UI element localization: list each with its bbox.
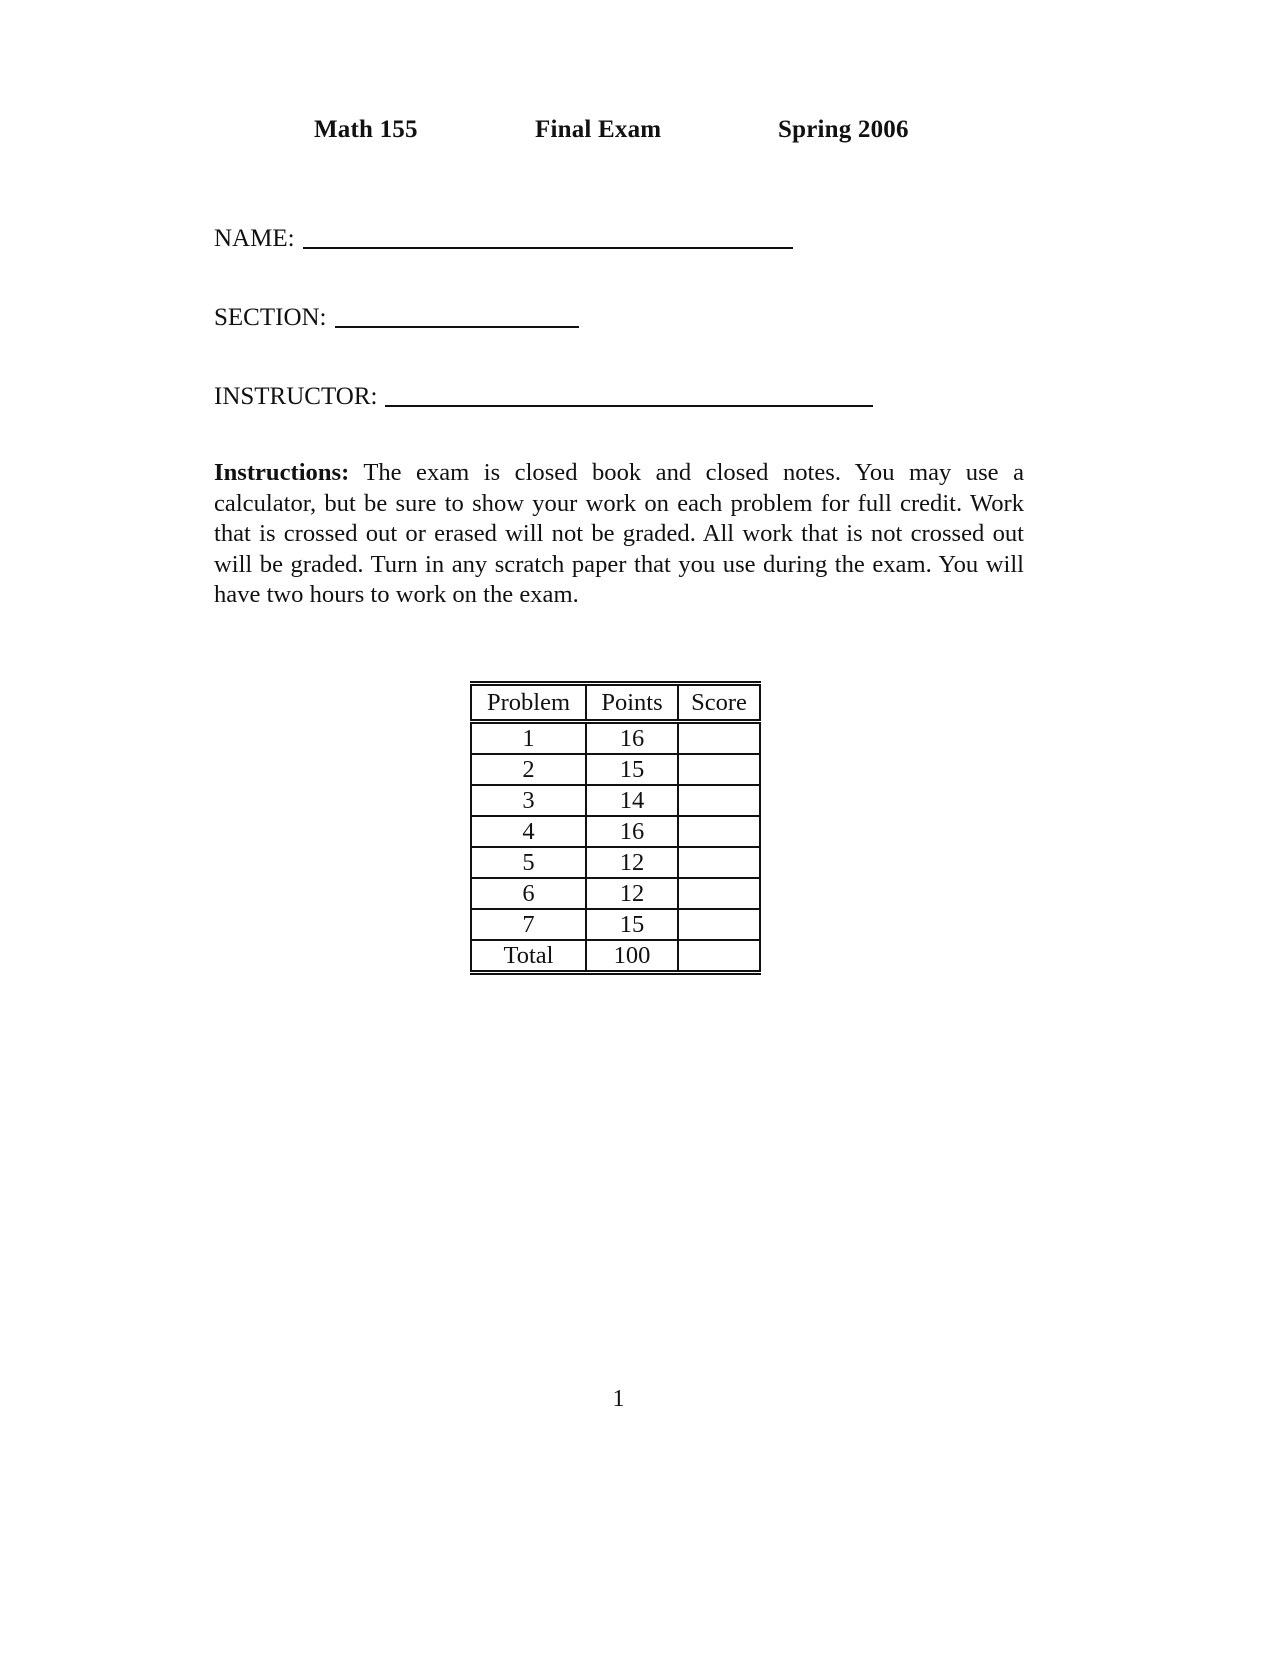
problem-cell: 3 [471, 785, 586, 816]
section-label: SECTION: [214, 304, 327, 331]
points-cell: 16 [586, 722, 678, 755]
instructions-lead: Instructions: [214, 459, 350, 486]
table-row [471, 722, 760, 755]
instructions-paragraph [214, 458, 1024, 611]
points-cell: 12 [586, 878, 678, 909]
problem-cell: 2 [471, 754, 586, 785]
score-cell[interactable] [678, 878, 760, 909]
header-problem: Problem [471, 684, 586, 722]
term-title: Spring 2006 [778, 116, 909, 143]
page-number: 1 [612, 1386, 625, 1412]
points-cell: 16 [586, 816, 678, 847]
score-cell[interactable] [678, 785, 760, 816]
problem-cell: 1 [471, 722, 586, 755]
points-cell: 14 [586, 785, 678, 816]
problem-cell: 6 [471, 878, 586, 909]
table-row [471, 909, 760, 940]
score-cell[interactable] [678, 722, 760, 755]
score-cell[interactable] [678, 909, 760, 940]
name-field [214, 225, 793, 253]
course-title: Math 155 [314, 116, 418, 143]
name-label: NAME: [214, 225, 295, 252]
table-row-total [471, 940, 760, 973]
score-table-container [470, 681, 761, 975]
problem-cell-total: Total [471, 940, 586, 973]
score-cell[interactable] [678, 754, 760, 785]
section-blank-line[interactable] [335, 325, 579, 328]
instructions-text: The exam is closed book and closed notes. You may use a calculator, but be sure to show your work on each problem for full credit. Work that is crossed out or erased will not be graded. All work that is not crossed out will be graded. Turn in any scratch paper that you use during the exam. You will have two hours to work on the exam. [214, 459, 1024, 608]
exam-title: Final Exam [535, 116, 662, 143]
table-row [471, 785, 760, 816]
table-row [471, 816, 760, 847]
problem-cell: 5 [471, 847, 586, 878]
points-cell: 15 [586, 754, 678, 785]
score-cell[interactable] [678, 816, 760, 847]
score-table [470, 681, 761, 975]
header-score: Score [678, 684, 760, 722]
points-cell: 12 [586, 847, 678, 878]
instructor-blank-line[interactable] [385, 404, 873, 407]
section-field [214, 304, 579, 332]
instructor-field [214, 383, 873, 411]
name-blank-line[interactable] [303, 246, 793, 249]
table-row [471, 847, 760, 878]
score-table-header-row [471, 684, 760, 722]
problem-cell: 7 [471, 909, 586, 940]
score-cell-total[interactable] [678, 940, 760, 973]
instructor-label: INSTRUCTOR: [214, 383, 378, 410]
points-cell-total: 100 [586, 940, 678, 973]
points-cell: 15 [586, 909, 678, 940]
problem-cell: 4 [471, 816, 586, 847]
score-cell[interactable] [678, 847, 760, 878]
header-points: Points [586, 684, 678, 722]
table-row [471, 754, 760, 785]
table-row [471, 878, 760, 909]
